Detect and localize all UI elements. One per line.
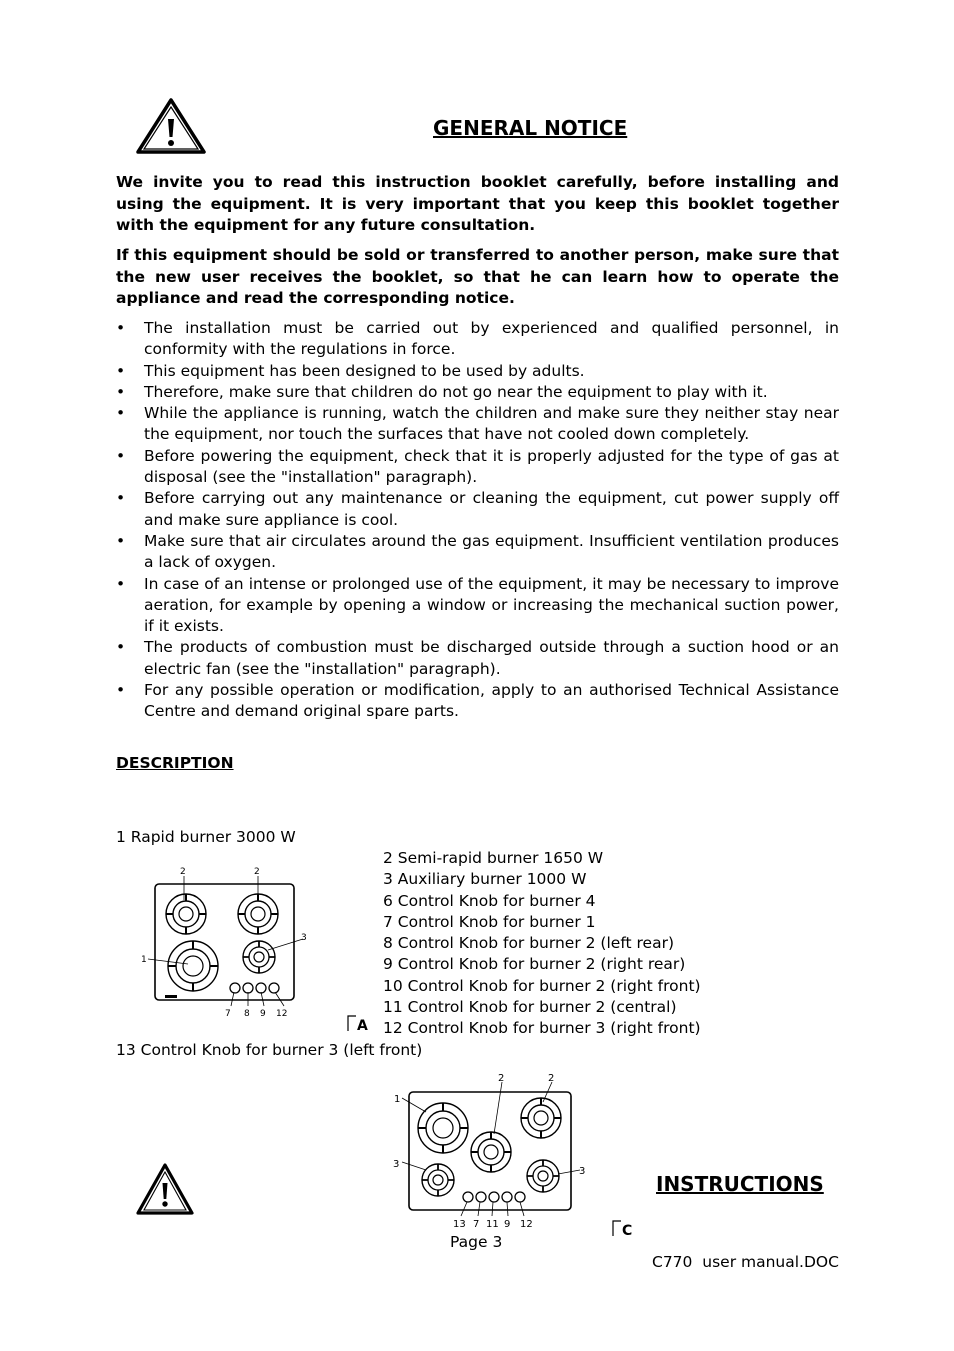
list-item: • Make sure that air circulates around the gas equipment. Insufficient ventilation produces a lack of oxygen. <box>116 531 839 574</box>
list-item: • For any possible operation or modification, apply to an authorised Technical Assistance Centre and demand original spare parts. <box>116 680 839 723</box>
legend-item: 2 Semi-rapid burner 1650 W <box>383 849 604 867</box>
legend-item-1: 1 Rapid burner 3000 W <box>116 828 296 846</box>
legend-item: 8 Control Knob for burner 2 (left rear) <box>383 934 674 953</box>
legend-item: 9 Control Knob for burner 2 (right rear) <box>383 955 686 974</box>
safety-list <box>116 318 839 723</box>
callout-label: 1 <box>394 1094 401 1105</box>
callout-label: 7 <box>225 1009 231 1019</box>
callout-label: 1 <box>141 955 147 965</box>
list-item: • This equipment has been designed to be used by adults. <box>116 361 839 382</box>
callout-label: 2 <box>180 867 186 877</box>
legend-list <box>383 848 701 1040</box>
legend-item: 10 Control Knob for burner 2 (right front) <box>383 976 701 995</box>
callout-label: 12 <box>276 1009 288 1019</box>
callout-label: 9 <box>260 1009 266 1019</box>
figure-a-marker <box>346 1013 372 1033</box>
callout-label: 2 <box>254 867 260 877</box>
list-item: • Therefore, make sure that children do not go near the equipment to play with it. <box>116 382 839 403</box>
document-name: C770 user manual.DOC <box>652 1253 839 1271</box>
legend-item: 11 Control Knob for burner 2 (central) <box>383 998 677 1017</box>
callout-label: 7 <box>473 1219 480 1230</box>
callout-label: 8 <box>244 1009 250 1019</box>
figure-a-label: A <box>357 1018 368 1033</box>
callout-label: 12 <box>520 1219 533 1230</box>
figure-c-marker <box>611 1218 637 1238</box>
list-item: • In case of an intense or prolonged use of the equipment, it may be necessary to improve aeration, for example by opening a window or increasing the mechanical suction power, if it exists. <box>116 574 839 638</box>
callout-label: 11 <box>486 1219 499 1230</box>
warning-icon <box>135 97 207 155</box>
legend-item: 6 Control Knob for burner 4 <box>383 891 596 910</box>
callout-label: 9 <box>504 1219 511 1230</box>
hob-diagram-a <box>138 864 310 1020</box>
list-item: • Before carrying out any maintenance or cleaning the equipment, cut power supply off and make sure appliance is cool. <box>116 488 839 531</box>
page-number: Page 3 <box>450 1233 503 1251</box>
figure-c-label: C <box>622 1223 633 1238</box>
list-item: • Before powering the equipment, check that it is properly adjusted for the type of gas at disposal (see the "installation" paragraph). <box>116 446 839 489</box>
callout-label: 3 <box>301 933 307 943</box>
list-item: • The products of combustion must be discharged outside through a suction hood or an electric fan (see the "installation" paragraph). <box>116 637 839 680</box>
warning-icon <box>135 1162 195 1216</box>
intro-paragraph-2: If this equipment should be sold or transferred to another person, make sure that the new user receives the booklet, so that he can learn how to operate the appliance and read the corresponding notice. <box>116 246 839 307</box>
intro-paragraph-1: We invite you to read this instruction booklet carefully, before installing and using the equipment. It is very important that you keep this booklet together with the equipment for any future consultation. <box>116 173 839 234</box>
description-heading: DESCRIPTION <box>116 754 234 772</box>
legend-item: 12 Control Knob for burner 3 (right front) <box>383 1019 701 1038</box>
callout-label: 3 <box>393 1159 400 1170</box>
instructions-title: INSTRUCTIONS <box>656 1172 824 1196</box>
legend-item: 3 Auxiliary burner 1000 W <box>383 870 587 889</box>
page-title: GENERAL NOTICE <box>433 116 628 140</box>
hob-diagram-c <box>390 1070 595 1232</box>
legend-item: 7 Control Knob for burner 1 <box>383 912 596 931</box>
legend-item-13: 13 Control Knob for burner 3 (left front) <box>116 1041 423 1059</box>
list-item: • The installation must be carried out by experienced and qualified personnel, in conformity with the regulations in force. <box>116 318 839 361</box>
callout-label: 2 <box>548 1073 555 1084</box>
callout-label: 13 <box>453 1219 466 1230</box>
callout-label: 2 <box>498 1073 505 1084</box>
list-item: • While the appliance is running, watch the children and make sure they neither stay near the equipment, nor touch the surfaces that have not cooled down completely. <box>116 403 839 446</box>
callout-label: 3 <box>579 1166 586 1177</box>
